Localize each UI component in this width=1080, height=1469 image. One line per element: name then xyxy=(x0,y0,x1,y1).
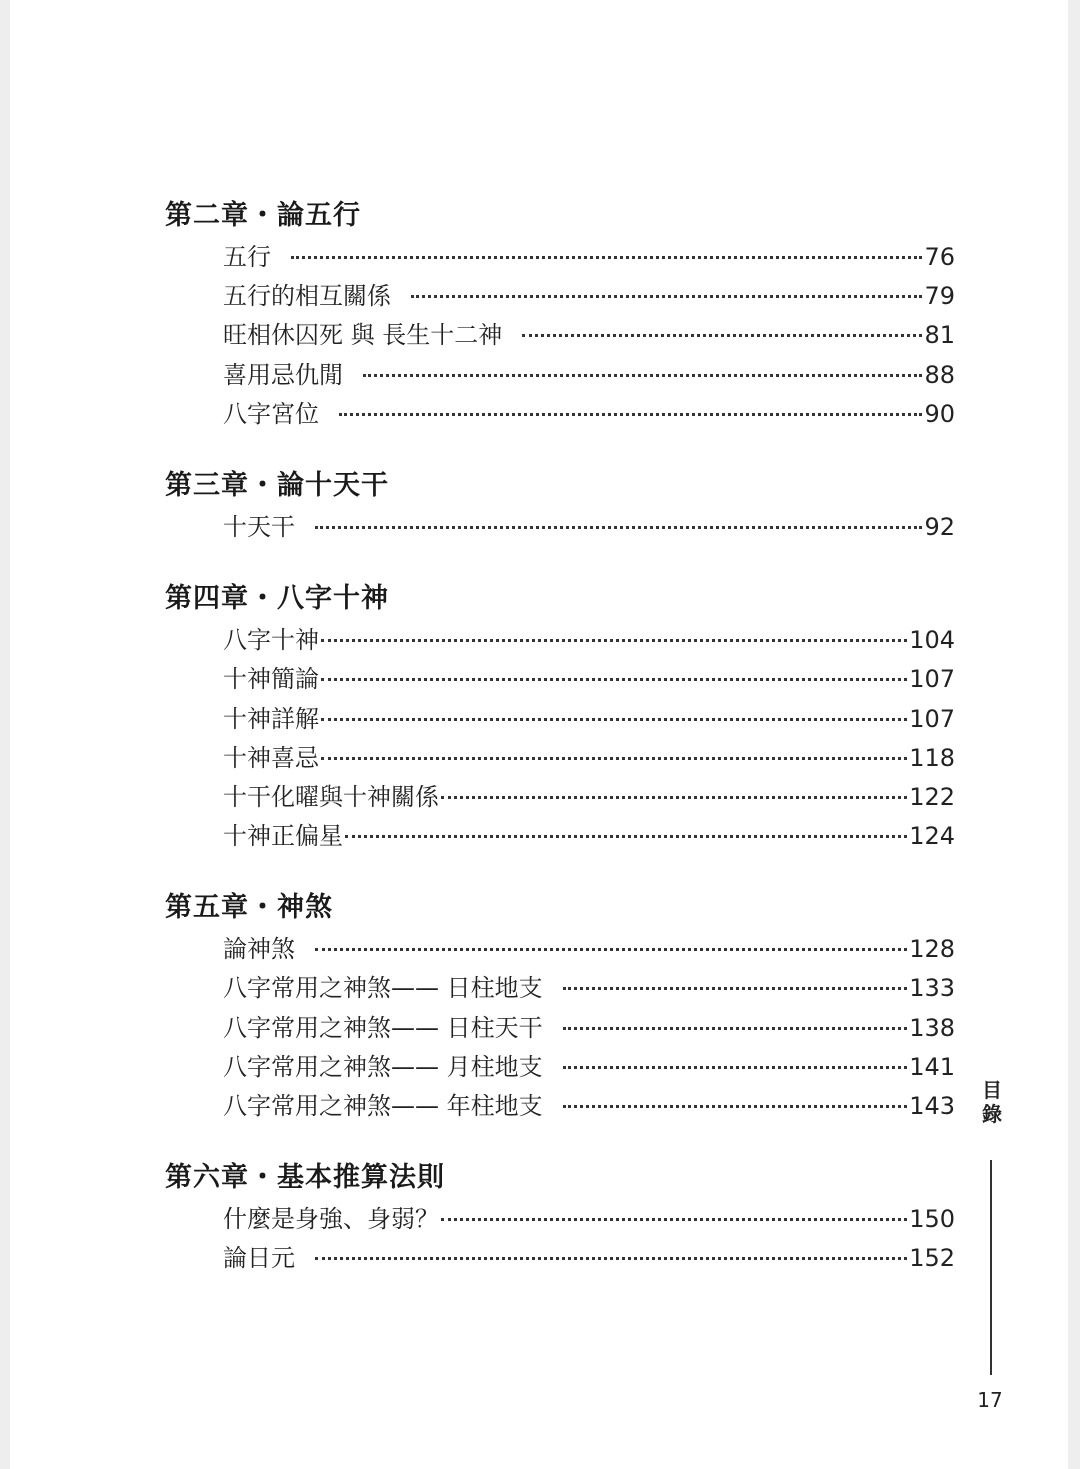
toc-entry-page-number: 118 xyxy=(909,743,955,772)
chapter-title: 第五章・神煞 xyxy=(165,892,333,924)
toc-entry[interactable] xyxy=(165,700,955,739)
toc-entry-page-number: 143 xyxy=(909,1092,955,1120)
toc-entry[interactable] xyxy=(165,1009,955,1048)
toc-entry-title: 什麼是身強、身弱？ xyxy=(223,1205,439,1234)
toc-entry-title: 八字常用之神煞—— 日柱地支 xyxy=(223,974,543,1003)
dot-leader xyxy=(291,256,922,259)
toc-entry[interactable] xyxy=(165,356,955,395)
toc-entry-page-number: 79 xyxy=(924,282,955,311)
dot-leader xyxy=(315,526,922,529)
toc-entry-page-number: 138 xyxy=(909,1013,955,1042)
dot-leader xyxy=(411,295,922,298)
dot-leader xyxy=(522,334,922,337)
toc-entry-title: 十天干 xyxy=(223,512,295,541)
chapter-title: 第四章・八字十神 xyxy=(165,583,389,615)
dot-leader xyxy=(563,1105,908,1108)
chapter-section xyxy=(165,888,955,1126)
toc-entry-page-number: 122 xyxy=(909,782,955,811)
dot-leader xyxy=(315,948,907,951)
toc-entry-page-number: 92 xyxy=(924,512,955,541)
side-label-text: 目 錄 xyxy=(982,1078,1002,1126)
chapter-section xyxy=(165,466,955,547)
toc-entry[interactable] xyxy=(165,817,955,856)
toc-entry-page-number: 141 xyxy=(909,1052,955,1081)
chapter-title: 第二章・論五行 xyxy=(165,200,361,231)
toc-entry-title: 十神正偏星 xyxy=(223,822,343,851)
table-of-contents xyxy=(165,196,955,1311)
toc-entry[interactable] xyxy=(165,621,955,660)
toc-entry[interactable] xyxy=(165,1239,955,1278)
toc-entry-page-number: 104 xyxy=(909,626,955,655)
chapter-title: 第六章・基本推算法則 xyxy=(165,1162,445,1194)
toc-entry-title: 十神詳解 xyxy=(223,704,319,733)
book-page xyxy=(10,0,1068,1469)
chapter-entries xyxy=(165,508,955,547)
dot-leader xyxy=(315,1257,907,1260)
dot-leader xyxy=(321,718,907,721)
chapter-section xyxy=(165,579,955,856)
dot-leader xyxy=(345,835,907,838)
toc-entry[interactable] xyxy=(165,1200,955,1239)
toc-entry-page-number: 150 xyxy=(909,1205,955,1234)
chapter-section xyxy=(165,1158,955,1278)
dot-leader xyxy=(339,413,922,416)
page-number: 17 xyxy=(977,1388,1003,1412)
dot-leader xyxy=(563,1027,908,1030)
chapter-entries xyxy=(165,1200,955,1278)
chapter-title: 第三章・論十天干 xyxy=(165,469,389,501)
toc-entry-title: 五行的相互關係 xyxy=(223,282,391,311)
dot-leader xyxy=(321,639,907,642)
toc-entry-title: 五行 xyxy=(223,243,271,271)
dot-leader xyxy=(363,374,922,377)
toc-entry[interactable] xyxy=(165,395,955,434)
dot-leader xyxy=(321,757,907,760)
dot-leader xyxy=(441,796,907,799)
toc-entry[interactable] xyxy=(165,238,955,277)
chapter-entries xyxy=(165,621,955,856)
toc-entry-page-number: 90 xyxy=(924,399,955,428)
toc-entry-title: 八字常用之神煞—— 年柱地支 xyxy=(223,1092,543,1120)
toc-entry[interactable] xyxy=(165,1087,955,1126)
toc-entry-page-number: 107 xyxy=(909,665,955,694)
toc-entry-title: 八字常用之神煞—— 日柱天干 xyxy=(223,1013,543,1042)
toc-entry-page-number: 124 xyxy=(909,822,955,851)
toc-entry-title: 八字常用之神煞—— 月柱地支 xyxy=(223,1052,543,1081)
toc-entry-page-number: 81 xyxy=(924,321,955,350)
toc-entry[interactable] xyxy=(165,739,955,778)
toc-entry[interactable] xyxy=(165,1048,955,1087)
chapter-entries xyxy=(165,238,955,434)
toc-entry-title: 論日元 xyxy=(223,1244,295,1273)
dot-leader xyxy=(563,987,908,990)
toc-entry-title: 十干化曜與十神關係 xyxy=(223,782,439,811)
toc-entry-title: 喜用忌仇閒 xyxy=(223,360,343,389)
toc-entry[interactable] xyxy=(165,316,955,355)
toc-entry-page-number: 107 xyxy=(909,704,955,733)
dot-leader xyxy=(321,678,907,681)
side-divider-line xyxy=(990,1160,992,1375)
toc-entry[interactable] xyxy=(165,277,955,316)
toc-entry[interactable] xyxy=(165,508,955,547)
toc-entry-page-number: 88 xyxy=(924,360,955,389)
chapter-section xyxy=(165,196,955,434)
running-head-label xyxy=(978,1078,1006,1126)
toc-entry-page-number: 133 xyxy=(909,974,955,1003)
toc-entry[interactable] xyxy=(165,778,955,817)
dot-leader xyxy=(441,1218,907,1221)
toc-entry[interactable] xyxy=(165,660,955,699)
toc-entry-title: 旺相休囚死 與 長生十二神 xyxy=(223,321,503,350)
chapter-entries xyxy=(165,930,955,1126)
toc-entry-title: 八字宮位 xyxy=(223,399,319,428)
toc-entry-title: 十神簡論 xyxy=(223,665,319,694)
toc-entry-page-number: 76 xyxy=(924,243,955,271)
toc-entry[interactable] xyxy=(165,930,955,969)
toc-entry[interactable] xyxy=(165,969,955,1008)
toc-entry-page-number: 152 xyxy=(909,1244,955,1273)
toc-entry-page-number: 128 xyxy=(909,935,955,964)
toc-entry-title: 十神喜忌 xyxy=(223,743,319,772)
dot-leader xyxy=(563,1066,908,1069)
toc-entry-title: 論神煞 xyxy=(223,935,295,964)
toc-entry-title: 八字十神 xyxy=(223,626,319,655)
